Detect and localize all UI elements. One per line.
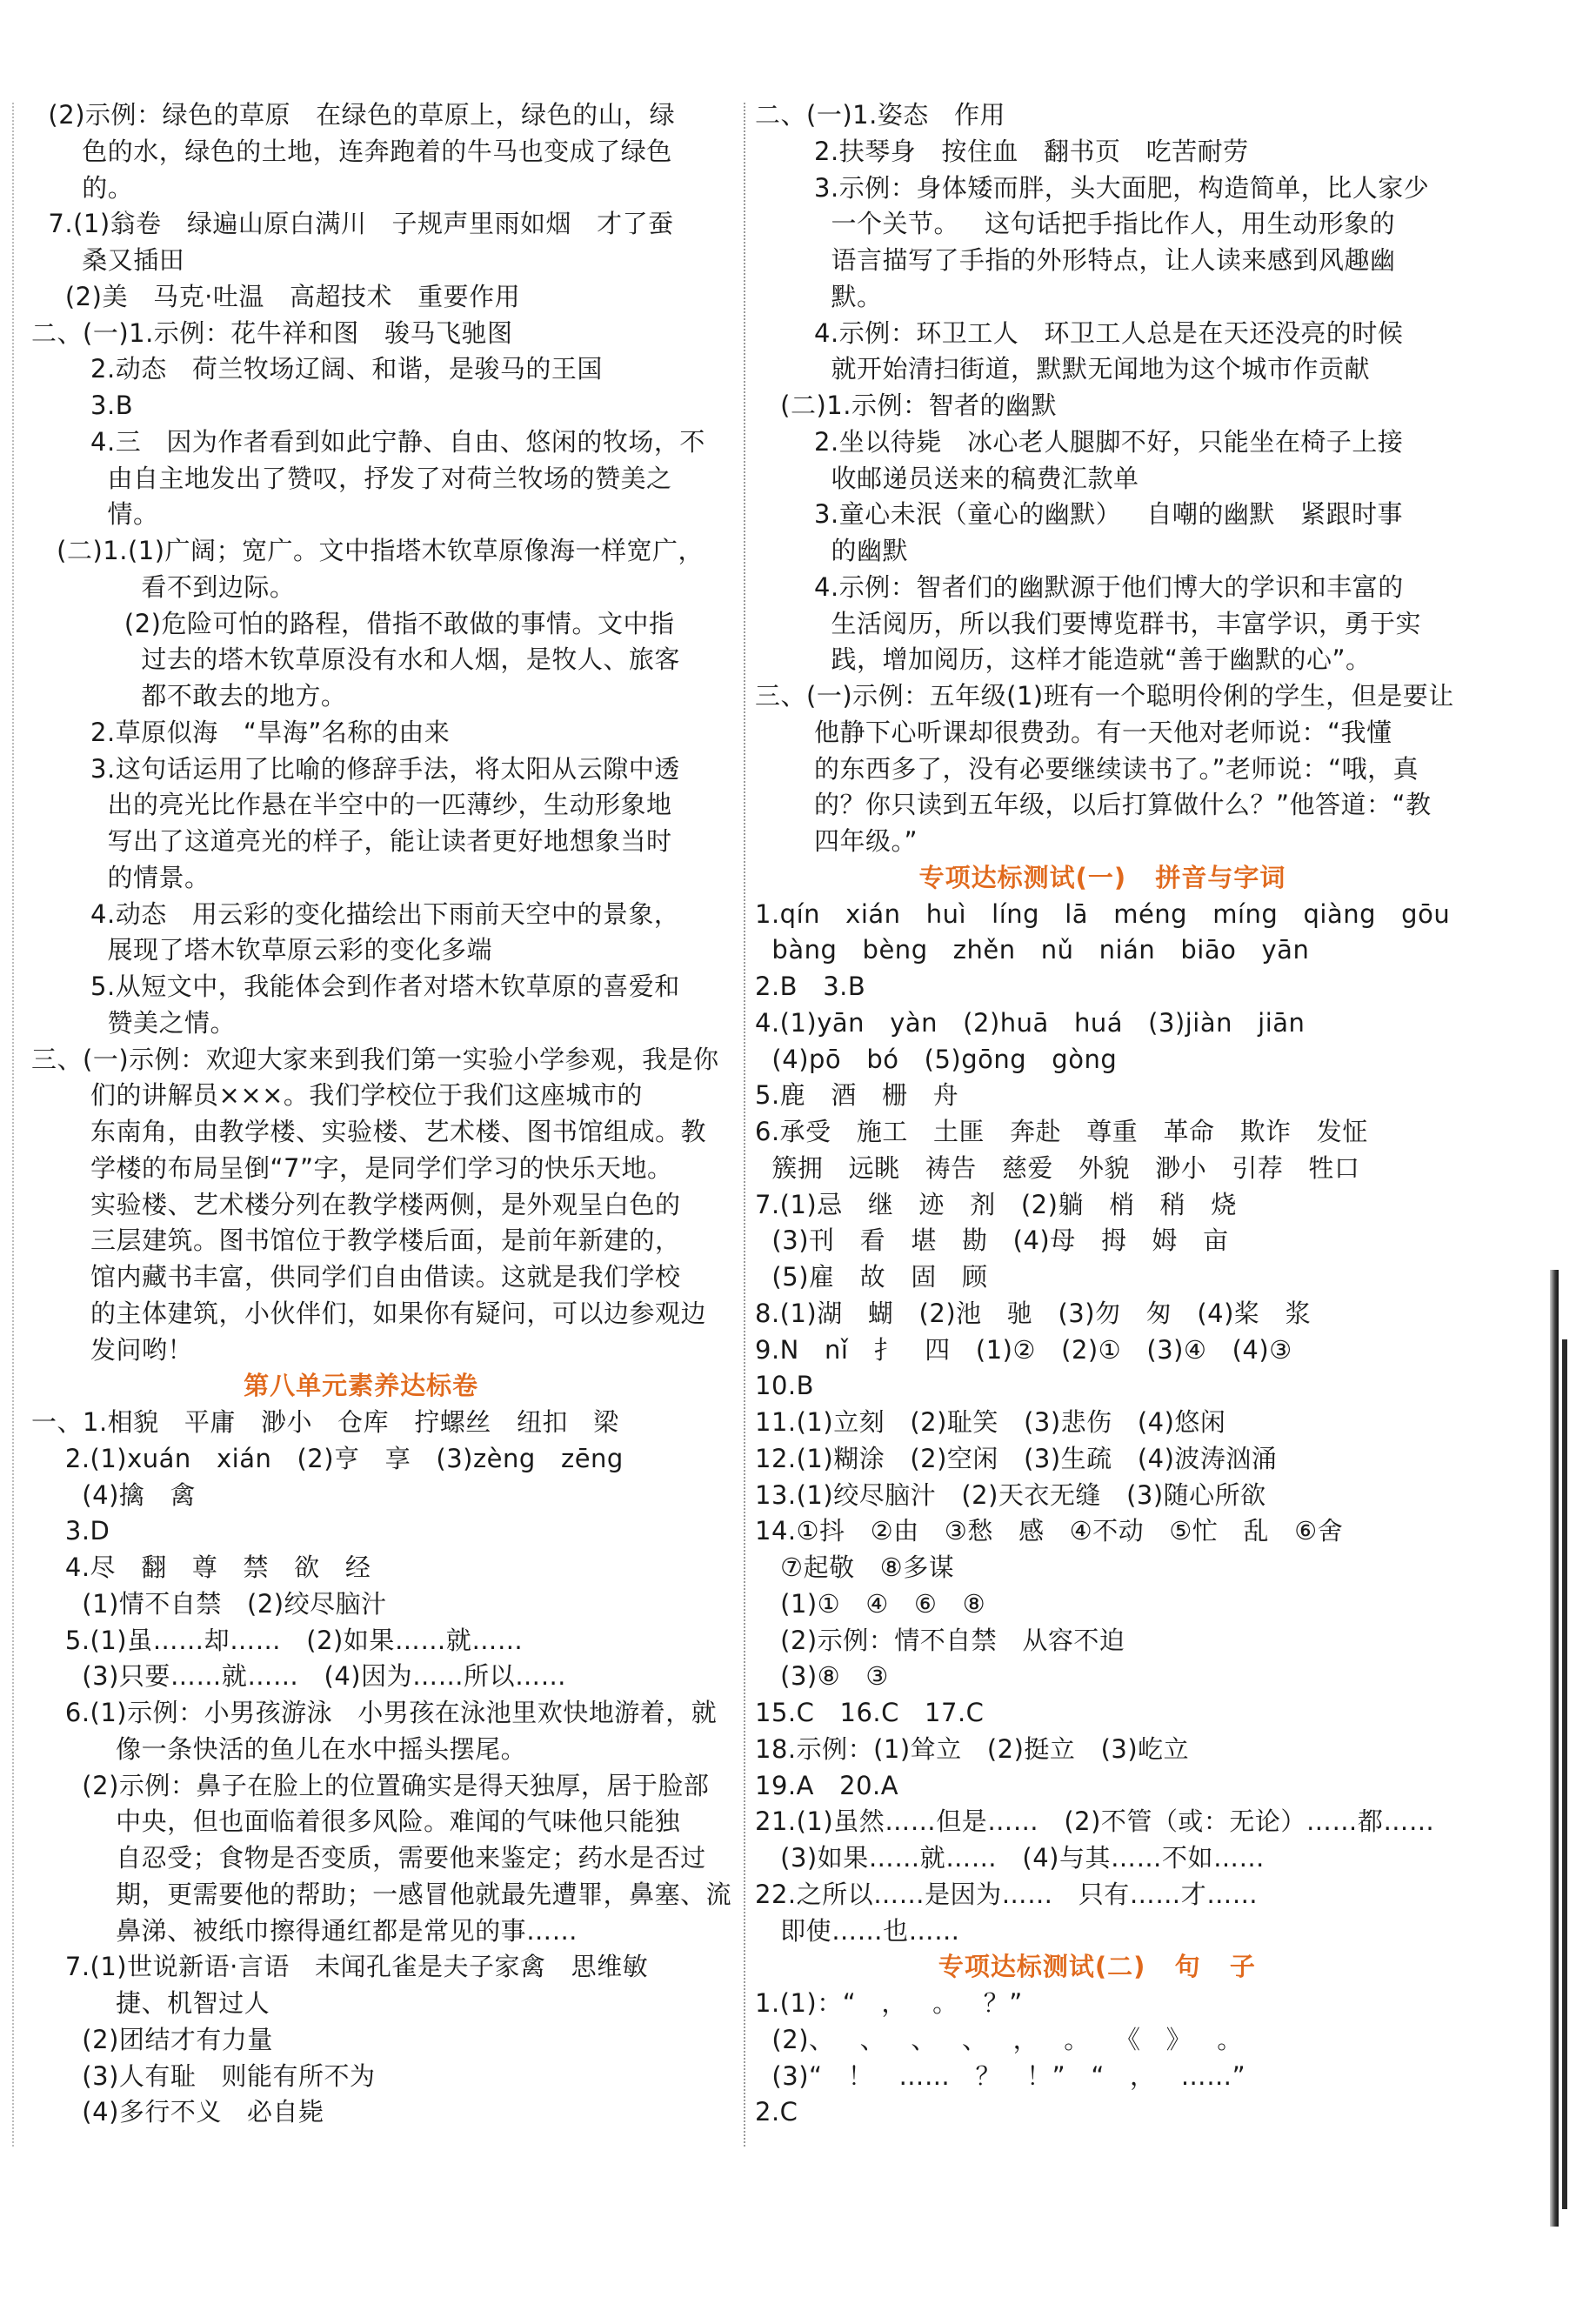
answer-line: 19.A 20.A bbox=[755, 1770, 899, 1800]
answer-line: (二)1.(1)广阔；宽广。文中指塔木钦草原像海一样宽广， bbox=[31, 536, 705, 565]
answer-line: 8.(1)湖 蝴 (2)池 驰 (3)勿 匆 (4)桨 浆 bbox=[755, 1298, 1312, 1328]
answer-line: 出的亮光比作悬在半空中的一匹薄纱，生动形象地 bbox=[31, 790, 672, 820]
answer-line: 收邮递员送来的稿费汇款单 bbox=[755, 463, 1139, 493]
answer-line: (3)人有耻 则能有所不为 bbox=[31, 2060, 376, 2091]
answer-line: 生活阅历，所以我们要博览群书，丰富学识，勇于实 bbox=[755, 608, 1421, 638]
answer-line: (2)示例：绿色的草原 在绿色的草原上，绿色的山，绿 bbox=[31, 100, 676, 130]
answer-line: 2.(1)xuán xián (2)亨 享 (3)zèng zēng bbox=[31, 1443, 624, 1473]
answer-line: 4.示例：环卫工人 环卫工人总是在天还没亮的时候 bbox=[755, 317, 1404, 348]
answer-line: 2.扶琴身 按住血 翻书页 吃苦耐劳 bbox=[755, 136, 1249, 166]
answer-line: 发问哟！ bbox=[31, 1334, 194, 1365]
answer-line: 3.这句话运用了比喻的修辞手法，将太阳从云隙中透 bbox=[31, 753, 680, 784]
answer-line: 鼻涕、被纸巾擦得通红都是常见的事…… bbox=[31, 1915, 578, 1946]
answer-line: (3)如果……就…… (4)与其……不如…… bbox=[755, 1843, 1265, 1873]
answer-line: 10.B bbox=[755, 1371, 815, 1401]
answer-line: 三、(一)示例：欢迎大家来到我们第一实验小学参观，我是你 bbox=[31, 1044, 719, 1074]
section-heading: 第八单元素养达标卷 bbox=[31, 1371, 479, 1401]
answer-line: 2.坐以待毙 冰心老人腿脚不好，只能坐在椅子上接 bbox=[755, 426, 1404, 457]
section-heading: 专项达标测试(一) 拼音与字词 bbox=[755, 862, 1286, 892]
answer-line: 4.动态 用云彩的变化描绘出下雨前天空中的景象， bbox=[31, 898, 680, 929]
answer-line: 自忍受；食物是否变质，需要他来鉴定；药水是否过 bbox=[31, 1843, 706, 1873]
binding-edge bbox=[1562, 1339, 1567, 2209]
answer-line: 践，增加阅历，这样才能造就“善于幽默的心”。 bbox=[755, 644, 1372, 675]
answer-line: 2.C bbox=[755, 2097, 798, 2127]
answer-line: 7.(1)翁卷 绿遍山原白满川 子规声里雨如烟 才了蚕 bbox=[31, 209, 674, 239]
answer-line: 6.(1)示例：小男孩游泳 小男孩在泳池里欢快地游着，就 bbox=[31, 1698, 718, 1727]
answer-line: 四年级。” bbox=[755, 826, 918, 856]
answer-line: 4.示例：智者们的幽默源于他们博大的学识和丰富的 bbox=[755, 571, 1404, 602]
answer-line: (3)⑧ ③ bbox=[755, 1661, 889, 1692]
answer-line: 5.从短文中，我能体会到作者对塔木钦草原的喜爱和 bbox=[31, 972, 680, 1001]
answer-line: (4)pō bó (5)gōng gòng bbox=[755, 1044, 1118, 1074]
answer-line: 的？你只读到五年级，以后打算做什么？”他答道：“教 bbox=[755, 790, 1432, 820]
answer-line: (4)多行不义 必自毙 bbox=[31, 2097, 324, 2127]
answer-line: 实验楼、艺术楼分列在教学楼两侧，是外观呈白色的 bbox=[31, 1189, 681, 1219]
answer-line: (3)“ ！ …… ？ ！” “ ， ……” bbox=[755, 2060, 1246, 2091]
answer-line: 2.草原似海 “旱海”名称的由来 bbox=[31, 717, 451, 747]
left-column bbox=[31, 97, 734, 2131]
answer-line: 他静下心听课却很费劲。有一天他对老师说：“我懂 bbox=[755, 717, 1392, 747]
answer-line: 二、(一)1.姿态 作用 bbox=[755, 100, 1005, 130]
answer-line: (3)刊 看 堪 勘 (4)母 拇 姆 亩 bbox=[755, 1225, 1229, 1256]
answer-line: 5.(1)虽……却…… (2)如果……就…… bbox=[31, 1625, 524, 1655]
answer-line: 过去的塔木钦草原没有水和人烟，是牧人、旅客 bbox=[31, 644, 680, 675]
answer-line: (二)1.示例：智者的幽默 bbox=[755, 391, 1057, 420]
answer-line: 由自主地发出了赞叹，抒发了对荷兰牧场的赞美之 bbox=[31, 463, 672, 493]
answer-line: 桑又插田 bbox=[31, 245, 185, 275]
answer-line: 11.(1)立刻 (2)耻笑 (3)悲伤 (4)悠闲 bbox=[755, 1407, 1226, 1437]
answer-line: 学楼的布局呈倒“7”字，是同学们学习的快乐天地。 bbox=[31, 1152, 673, 1183]
answer-line: 东南角，由教学楼、实验楼、艺术楼、图书馆组成。教 bbox=[31, 1117, 707, 1146]
answer-line: 4.(1)yān yàn (2)huā huá (3)jiàn jiān bbox=[755, 1007, 1306, 1038]
answer-line: 色的水，绿色的土地，连奔跑着的牛马也变成了绿色 bbox=[31, 136, 672, 166]
answer-line: 3.童心未泯（童心的幽默） 自嘲的幽默 紧跟时事 bbox=[755, 499, 1404, 530]
answer-line: 7.(1)世说新语·言语 未闻孔雀是夫子家禽 思维敏 bbox=[31, 1952, 649, 1982]
answer-line: (3)只要……就…… (4)因为……所以…… bbox=[31, 1661, 567, 1692]
answer-line: 情。 bbox=[31, 499, 159, 530]
answer-line: 的情景。 bbox=[31, 862, 210, 892]
answer-line: 捷、机智过人 bbox=[31, 1988, 270, 2018]
answer-line: 13.(1)绞尽脑汁 (2)天衣无缝 (3)随心所欲 bbox=[755, 1479, 1266, 1510]
answer-line: 写出了这道亮光的样子，能让读者更好地想象当时 bbox=[31, 826, 672, 856]
answer-line: (2)示例：鼻子在脸上的位置确实是得天独厚，居于脸部 bbox=[31, 1770, 710, 1800]
answer-line: 的东西多了，没有必要继续读书了。”老师说：“哦，真 bbox=[755, 753, 1419, 784]
right-column bbox=[755, 97, 1468, 2131]
answer-line: 2.动态 荷兰牧场辽阔、和谐，是骏马的王国 bbox=[31, 354, 603, 384]
answer-line: 即使……也…… bbox=[755, 1915, 960, 1946]
answer-line: 的。 bbox=[31, 172, 134, 203]
answer-line: (2)团结才有力量 bbox=[31, 2024, 273, 2054]
answer-line: 就开始清扫街道，默默无闻地为这个城市作贡献 bbox=[755, 354, 1370, 384]
answer-line: (2)、 、 、 、 ， 。 《 》 。 bbox=[755, 2024, 1243, 2054]
answer-line: 1.(1)：“ ， 。 ？” bbox=[755, 1988, 1023, 2018]
answer-line: (5)雇 故 固 顾 bbox=[755, 1262, 988, 1292]
answer-line: 赞美之情。 bbox=[31, 1007, 236, 1038]
answer-line: 5.鹿 酒 栅 舟 bbox=[755, 1080, 959, 1111]
answer-line: bàng bèng zhěn nǔ nián biāo yān bbox=[755, 935, 1310, 965]
answer-line: (2)危险可怕的路程，借指不敢做的事情。文中指 bbox=[31, 608, 675, 638]
answer-line: 9.N nǐ 扌 四 (1)② (2)① (3)④ (4)③ bbox=[755, 1334, 1292, 1365]
answer-line: 们的讲解员×××。我们学校位于我们这座城市的 bbox=[31, 1080, 643, 1111]
answer-line: 的主体建筑，小伙伴们，如果你有疑问，可以边参观边 bbox=[31, 1298, 707, 1328]
answer-line: 默。 bbox=[755, 281, 883, 311]
answer-line: 簇拥 远眺 祷告 慈爱 外貌 渺小 引荐 牲口 bbox=[755, 1152, 1360, 1183]
section-heading: 专项达标测试(二) 句 子 bbox=[755, 1952, 1256, 1982]
answer-line: 7.(1)忌 继 迹 剂 (2)躺 梢 稍 烧 bbox=[755, 1189, 1237, 1219]
answer-line: 三层建筑。图书馆位于教学楼后面，是前年新建的， bbox=[31, 1225, 681, 1256]
answer-line: 展现了塔木钦草原云彩的变化多端 bbox=[31, 935, 492, 965]
answer-line: 都不敢去的地方。 bbox=[31, 681, 347, 711]
answer-line: 15.C 16.C 17.C bbox=[755, 1698, 985, 1727]
answer-line: 中央，但也面临着很多风险。难闻的气味他只能独 bbox=[31, 1806, 681, 1837]
answer-line: 3.D bbox=[31, 1516, 110, 1546]
answer-line: 一、1.相貌 平庸 渺小 仓库 拧螺丝 纽扣 梁 bbox=[31, 1407, 619, 1437]
answer-line: 看不到边际。 bbox=[31, 571, 296, 602]
answer-line: 的幽默 bbox=[755, 536, 908, 565]
answer-line: (2)示例：情不自禁 从容不迫 bbox=[755, 1625, 1125, 1655]
answer-line: 语言描写了手指的外形特点，让人读来感到风趣幽 bbox=[755, 245, 1396, 275]
answer-line: 一个关节。 这句话把手指比作人，用生动形象的 bbox=[755, 209, 1396, 239]
answer-line: 1.qín xián huì líng lā méng míng qiàng gōu bbox=[755, 898, 1451, 929]
answer-line: 三、(一)示例：五年级(1)班有一个聪明伶俐的学生，但是要让 bbox=[755, 681, 1454, 711]
answer-line: (1)情不自禁 (2)绞尽脑汁 bbox=[31, 1588, 387, 1619]
answer-line: 18.示例：(1)耸立 (2)挺立 (3)屹立 bbox=[755, 1733, 1190, 1764]
answer-line: 二、(一)1.示例：花牛祥和图 骏马飞驰图 bbox=[31, 317, 513, 348]
column-divider bbox=[744, 103, 745, 2147]
answer-line: 6.承受 施工 土匪 奔赴 尊重 革命 欺诈 发怔 bbox=[755, 1117, 1368, 1146]
answer-line: 2.B 3.B bbox=[755, 972, 866, 1001]
binding-shadow bbox=[1550, 1270, 1559, 2227]
answer-line: 14.①抖 ②由 ③愁 感 ④不动 ⑤忙 乱 ⑥舍 bbox=[755, 1516, 1344, 1546]
answer-line: 21.(1)虽然……但是…… (2)不管（或：无论）……都…… bbox=[755, 1806, 1435, 1837]
answer-line: 4.尽 翻 尊 禁 欲 经 bbox=[31, 1552, 371, 1582]
answer-line: 馆内藏书丰富，供同学们自由借读。这就是我们学校 bbox=[31, 1262, 681, 1292]
answer-line: 3.示例：身体矮而胖，头大面肥，构造简单，比人家少 bbox=[755, 172, 1430, 203]
answer-line: (4)擒 禽 bbox=[31, 1479, 197, 1510]
answer-line: (1)① ④ ⑥ ⑧ bbox=[755, 1588, 986, 1619]
answer-line: 期，更需要他的帮助；一感冒他就最先遭罪，鼻塞、流 bbox=[31, 1879, 732, 1909]
answer-line: 4.三 因为作者看到如此宁静、自由、悠闲的牧场，不 bbox=[31, 426, 705, 457]
answer-line: 22.之所以……是因为…… 只有……才…… bbox=[755, 1879, 1259, 1909]
answer-line: 3.B bbox=[31, 391, 134, 420]
answer-line: 12.(1)糊涂 (2)空闲 (3)生疏 (4)波涛汹涌 bbox=[755, 1443, 1278, 1473]
answer-line: 像一条快活的鱼儿在水中摇头摆尾。 bbox=[31, 1733, 527, 1764]
answer-line: ⑦起敬 ⑧多谋 bbox=[755, 1552, 955, 1582]
answer-line: (2)美 马克·吐温 高超技术 重要作用 bbox=[31, 281, 521, 311]
page-edge-rule bbox=[12, 103, 14, 2147]
